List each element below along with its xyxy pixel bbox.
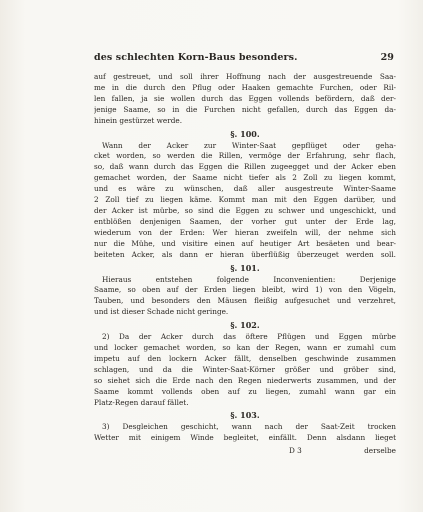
running-header: [94, 52, 394, 63]
section-101: [94, 262, 396, 319]
text-line: cket worden, so werden die Rillen, vermöge der Erfahrung, sehr flach,: [94, 151, 396, 161]
text-line: und locker gemachet worden, so kan der Regen, wann er zumahl cum: [94, 343, 396, 353]
text-line: auf gestreuet, und soll ihrer Hoffnung nach der ausgestreuende Saa-: [94, 72, 396, 81]
section-100: [94, 128, 396, 261]
text-line: 2) Da der Acker durch das öftere Pflügen und Eggen mürbe: [102, 332, 396, 342]
text-line: Saame, so oben auf der Erden liegen bleibt, wird 1) von den Vögeln,: [94, 285, 396, 295]
page-number: 29: [380, 52, 394, 63]
page-body: [94, 72, 396, 444]
section-heading: §. 102.: [230, 320, 260, 331]
text-line: und ist dieser Schade nicht geringe.: [94, 307, 229, 317]
text-line: so, daß wann durch das Eggen die Rillen zugeegget und der Acker eben: [94, 162, 396, 172]
text-line: so siehet sich die Erde nach den Regen niederwerts zusammen, und der: [94, 375, 396, 385]
text-line: Wann der Acker zur Winter-Saat gepflüget oder geha-: [102, 140, 396, 150]
text-line: schlagen, und da die Winter-Saat-Körner größer und gröber sind,: [94, 364, 396, 374]
catchword: derselbe: [364, 446, 396, 455]
text-line: jenige Saame, so in die Furchen nicht gefallen, durch das Eggen da-: [94, 104, 396, 114]
signature-mark: D 3: [289, 446, 302, 455]
section-heading: §. 101.: [230, 262, 260, 273]
text-line: 2 Zoll tief zu liegen käme. Kommt man mit den Eggen darüber, und: [94, 195, 396, 205]
text-line: Hieraus entstehen folgende Inconvenientien: Derjenige: [102, 274, 396, 284]
intro-paragraph: [94, 72, 396, 127]
text-line: me in die durch den Pflug oder Haaken gemachte Furchen, oder Ril-: [94, 82, 396, 92]
text-line: Saame kommt vollends oben auf zu liegen, zumahl wann gar ein: [94, 386, 396, 396]
text-line: impetu auf den lockern Acker fällt, denselben geschwinde zusammen: [94, 353, 396, 363]
text-line: Wetter mit einigem Winde begleitet, einfällt. Denn alsdann lieget: [94, 433, 396, 443]
text-line: wiederum von der Erden: Wer hieran zweifeln will, der nehme sich: [94, 227, 396, 237]
text-line: hinein gestürzet werde.: [94, 115, 183, 125]
section-heading: §. 103.: [230, 410, 260, 421]
section-102: [94, 319, 396, 408]
text-line: beiteten Acker, als dann er hieran überflüßig überzeuget werden soll.: [94, 249, 396, 259]
section-heading: §. 100.: [230, 128, 260, 139]
text-line: Platz-Regen darauf fället.: [94, 397, 189, 407]
section-103: [94, 409, 396, 444]
running-title: des schlechten Korn-Baus besonders.: [94, 52, 298, 63]
text-line: der Acker ist mürbe, so sind die Eggen zu schwer und ungeschickt, und: [94, 205, 396, 215]
text-line: und es wäre zu wünschen, daß aller ausgestreute Winter-Saame: [94, 184, 396, 194]
text-line: len fallen, ja sie wollen durch das Eggen vollends befördern, daß der-: [94, 93, 396, 103]
text-line: gemachet worden, der Saame nicht tiefer als 2 Zoll zu liegen kommt,: [94, 173, 396, 183]
text-line: Tauben, und besonders den Mäusen fleißig aufgesuchet und verzehret,: [94, 296, 396, 306]
text-line: nur die Mühe, und visitire einen auf heutiger Art besäeten und bear-: [94, 238, 396, 248]
text-line: 3) Desgleichen geschicht, wann nach der Saat-Zeit trocken: [102, 422, 396, 432]
text-line: entblößen denjenigen Saamen, der vorher gut unter der Erde lag,: [94, 216, 396, 226]
